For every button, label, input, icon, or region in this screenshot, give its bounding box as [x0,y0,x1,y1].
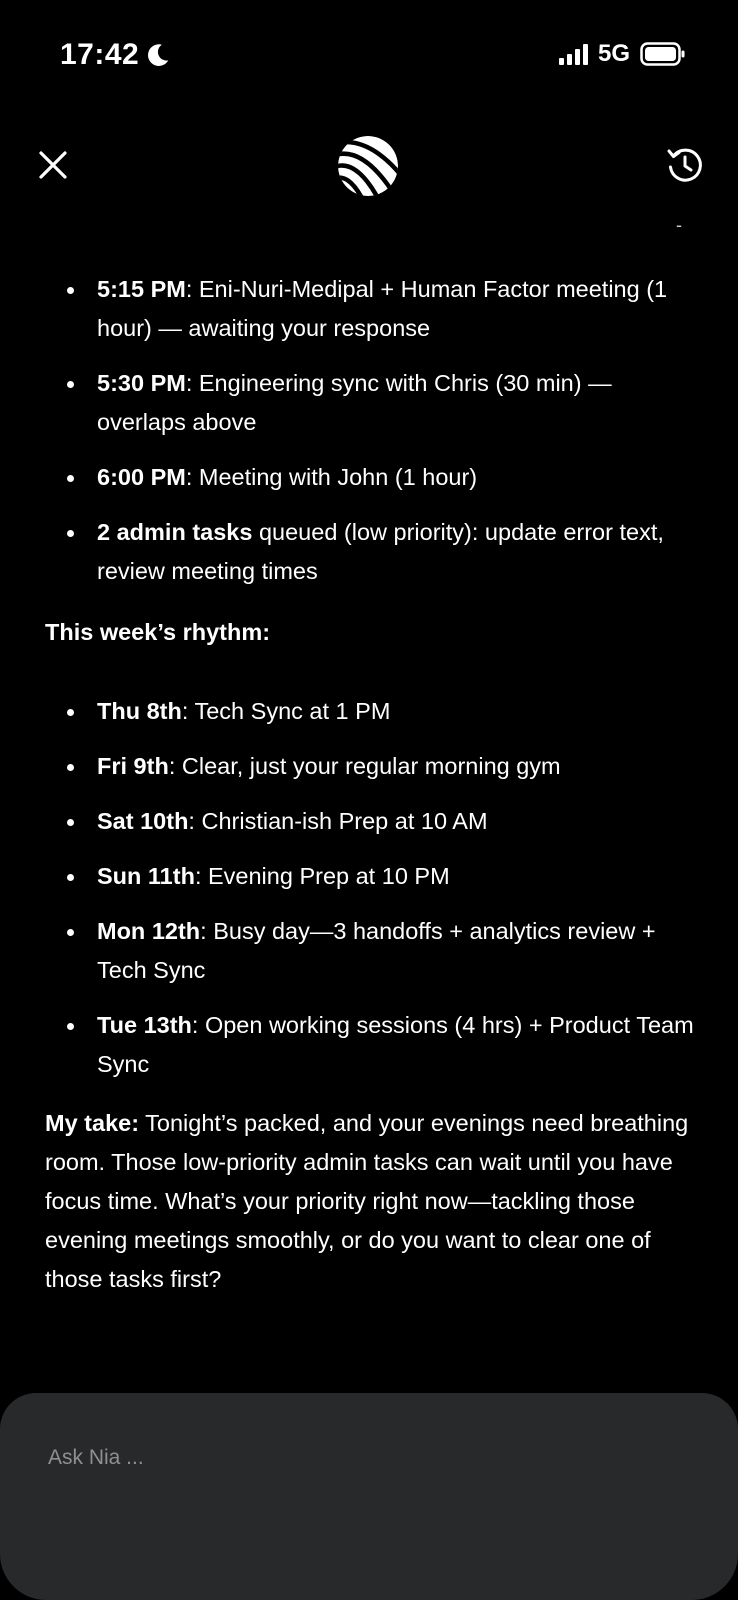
status-time-group [60,38,171,72]
week-heading: This week’s rhythm: [45,619,271,645]
list-item: Thu 8th: Tech Sync at 1 PM [45,692,695,731]
history-button[interactable] [662,142,708,188]
nia-logo-icon [336,134,400,198]
battery-icon [640,42,686,66]
network-label: 5G [597,40,630,67]
status-time: 17:42 [60,38,140,71]
moon-icon [145,42,171,68]
history-icon [665,145,705,185]
list-item: 5:30 PM: Engineering sync with Chris (30 min) — overlaps above [45,364,695,442]
my-take-paragraph [45,1104,695,1299]
list-item: Tue 13th: Open working sessions (4 hrs) + Product Team Sync [45,1006,695,1084]
list-item: Mon 12th: Busy day—3 handoffs + analytics review + Tech Sync [45,912,695,990]
list-item: 6:00 PM: Meeting with John (1 hour) [45,458,695,497]
ask-nia-input[interactable] [46,1433,690,1483]
header-dash: - [676,215,682,235]
my-take-text: Tonight’s packed, and your evenings need breathing room. Those low-priority admin tasks can wait until you have focus time. What’s your priority right now—tackling those evening meetings smoothly, or do you want to clear one of those tasks first? [45,1110,689,1292]
close-button[interactable] [30,142,76,188]
close-icon [37,149,69,181]
list-item: 2 admin tasks queued (low priority): update error text, review meeting times [45,513,695,591]
list-item: Sat 10th: Christian-ish Prep at 10 AM [45,802,695,841]
week-list [45,692,695,1084]
chat-header [0,120,738,235]
signal-icon [559,43,588,65]
my-take-label: My take: [45,1110,140,1136]
status-indicators [559,40,686,68]
status-bar [0,0,738,110]
today-list [45,270,695,591]
list-item: Fri 9th: Clear, just your regular morning gym [45,747,695,786]
assistant-message [45,270,695,1323]
list-item: Sun 11th: Evening Prep at 10 PM [45,857,695,896]
list-item: 5:15 PM: Eni-Nuri-Medipal + Human Factor meeting (1 hour) — awaiting your response [45,270,695,348]
input-panel [0,1393,738,1600]
